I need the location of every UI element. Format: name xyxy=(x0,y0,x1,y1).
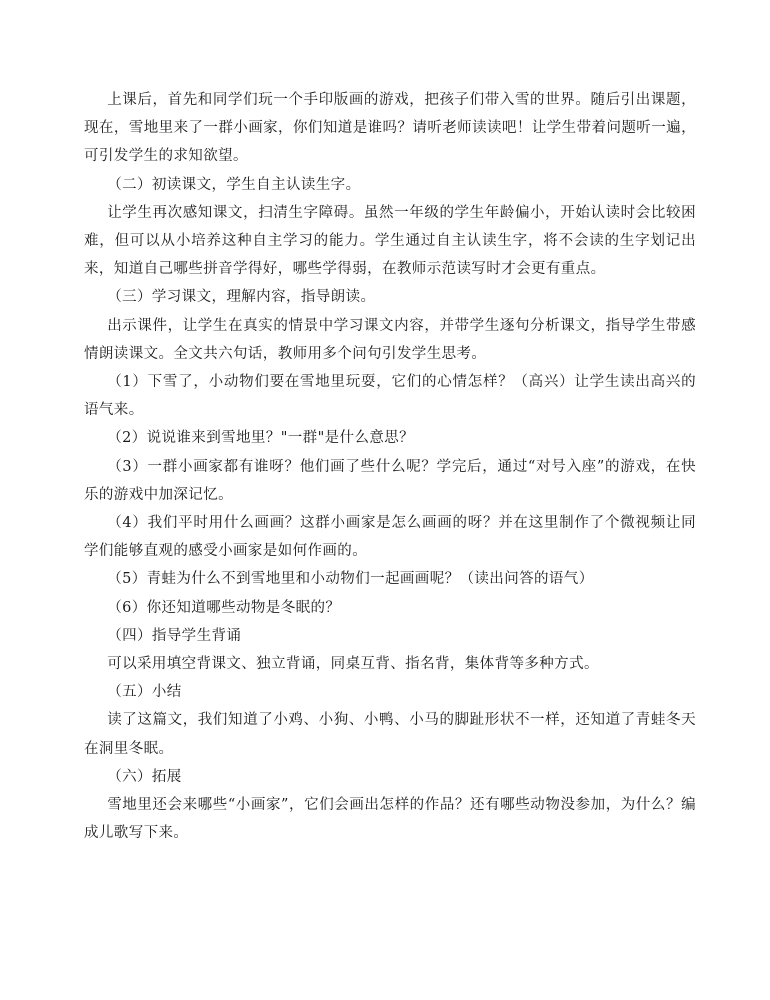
summary-paragraph: 读了这篇文，我们知道了小鸡、小狗、小鸭、小马的脚趾形状不一样，还知道了青蛙冬天在洞里冬眠。 xyxy=(84,712,696,757)
question-item-4: （4）我们平时用什么画画？这群小画家是怎么画画的呀？并在这里制作了个微视频让同学们能够直观的感受小画家是如何作画的。 xyxy=(84,515,696,560)
section-heading-recitation: （四）指导学生背诵 xyxy=(107,627,242,644)
question-item-6: （6）你还知道哪些动物是冬眠的？ xyxy=(107,599,341,616)
section-heading-summary: （五）小结 xyxy=(107,684,182,701)
extension-paragraph: 雪地里还会来哪些“小画家”，它们会画出怎样的作品？还有哪些动物没参加，为什么？编成儿歌写下来。 xyxy=(84,797,696,842)
question-item-5: （5）青蛙为什么不到雪地里和小动物们一起画画呢？（读出问答的语气） xyxy=(107,571,594,588)
section-heading-first-reading: （二）初读课文，学生自主认读生字。 xyxy=(107,176,361,193)
question-item-2: （2）说说谁来到雪地里？"一群"是什么意思？ xyxy=(107,430,415,447)
intro-paragraph: 上课后，首先和同学们玩一个手印版画的游戏，把孩子们带入雪的世界。随后引出课题，现在，雪地里来了一群小画家，你们知道是谁吗？请听老师读读吧！让学生带着问题听一遍，可引发学生的求知欲望。 xyxy=(84,92,696,165)
section-heading-study-text: （三）学习课文，理解内容，指导朗读。 xyxy=(107,289,376,306)
recitation-paragraph: 可以采用填空背课文、独立背诵，同桌互背、指名背，集体背等多种方式。 xyxy=(107,656,599,673)
study-text-paragraph: 出示课件，让学生在真实的情景中学习课文内容，并带学生逐句分析课文，指导学生带感情朗读课文。全文共六句话，教师用多个问句引发学生思考。 xyxy=(84,317,696,362)
section-heading-extension: （六）拓展 xyxy=(107,768,182,785)
question-item-3: （3）一群小画家都有谁呀？他们画了些什么呢？学完后，通过“对号入座”的游戏，在快乐的游戏中加深记忆。 xyxy=(84,458,696,503)
document-body xyxy=(84,86,696,847)
question-item-1: （1）下雪了，小动物们要在雪地里玩耍，它们的心情怎样？（高兴）让学生读出高兴的语气来。 xyxy=(84,374,696,419)
first-reading-paragraph: 让学生再次感知课文，扫清生字障碍。虽然一年级的学生年龄偏小，开始认读时会比较困难，但可以从小培养这种自主学习的能力。学生通过自主认读生字，将不会读的生字划记出来，知道自己哪些拼音学得好，哪些学得弱，在教师示范读写时才会更有重点。 xyxy=(84,204,696,278)
